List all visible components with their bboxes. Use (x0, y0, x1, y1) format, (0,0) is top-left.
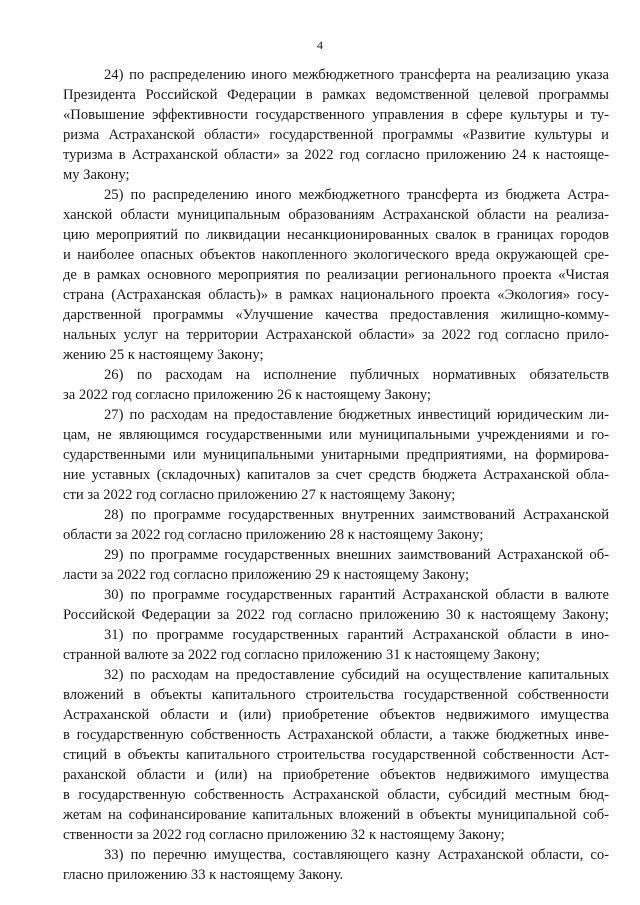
text-line: ственности за 2022 год согласно приложению 32 к настоящему Закону; (63, 827, 505, 843)
text-line: жетам на софинансирование капитальных вложений в объекты муниципальной соб- (63, 807, 609, 823)
text-line: за 2022 год согласно приложению 26 к настоящему Закону; (63, 387, 431, 403)
text-line: ние уставных (складочных) капиталов за счет средств бюджета Астраханской обла- (63, 467, 609, 483)
text-line: в государственную собственность Астраханской области, субсидий местным бюд- (63, 787, 609, 803)
text-line: странной валюте за 2022 год согласно приложению 31 к настоящему Закону; (63, 647, 540, 663)
text-line: вложений в объекты капитального строительства государственной собственности (63, 687, 609, 703)
text-line: жению 25 к настоящему Закону; (63, 347, 264, 363)
text-line: 27) по расходам на предоставление бюджетных инвестиций юридическим ли- (104, 407, 609, 423)
text-line: 28) по программе государственных внутренних заимствований Астраханской (104, 507, 609, 523)
page-number: 4 (317, 38, 323, 52)
text-line: страна (Астраханская область)» в рамках национального проекта «Экология» госу- (63, 287, 609, 303)
text-line: му Закону; (63, 167, 130, 183)
text-line: 32) по расходам на предоставление субсидий на осуществление капитальных (104, 667, 609, 683)
text-line: цам, не являющимся государственными или муниципальными учреждениями и го- (63, 427, 609, 443)
text-line: гласно приложению 33 к настоящему Закону. (63, 867, 344, 883)
text-line: сударственными или муниципальными унитарными предприятиями, на формирова- (63, 447, 609, 463)
text-line: стиций в объекты капитального строительства государственной собственности Аст- (63, 747, 609, 763)
text-line: нальных услуг на территории Астраханской области» за 2022 год согласно прило- (63, 327, 609, 343)
text-line: цию мероприятий по ликвидации несанкционированных свалок в границах городов (63, 227, 609, 243)
text-line: в государственную собственность Астраханской области, а также бюджетных инве- (63, 727, 609, 743)
text-line: Президента Российской Федерации в рамках ведомственной целевой программы (63, 87, 609, 103)
text-line: 33) по перечню имущества, составляющего казну Астраханской области, со- (104, 847, 609, 863)
text-line: 31) по программе государственных гарантий Астраханской области в ино- (104, 627, 609, 643)
text-line: де в рамках основного мероприятия по реализации регионального проекта «Чистая (63, 267, 609, 283)
text-line: 30) по программе государственных гарантий Астраханской области в валюте (104, 587, 609, 603)
text-line: Астраханской области и (или) приобретение объектов недвижимого имущества (63, 707, 609, 723)
text-line: ризма Астраханской области» государственной программы «Развитие культуры и (63, 127, 609, 143)
text-line: 25) по распределению иного межбюджетного трансферта из бюджета Астра- (104, 187, 609, 203)
text-line: ханской области муниципальным образованиям Астраханской области на реализа- (63, 207, 609, 223)
text-line: 26) по расходам на исполнение публичных нормативных обязательств (104, 367, 609, 383)
text-line: 24) по распределению иного межбюджетного трансферта на реализацию указа (104, 67, 609, 83)
text-line: области за 2022 год согласно приложению 28 к настоящему Закону; (63, 527, 484, 543)
text-line: 29) по программе государственных внешних заимствований Астраханской об- (104, 547, 609, 563)
text-line: «Повышение эффективности государственного управления в сфере культуры и ту- (63, 107, 609, 123)
text-line: сти за 2022 год согласно приложению 27 к настоящему Закону; (63, 487, 456, 503)
text-line: раханской области и (или) на приобретение объектов недвижимого имущества (63, 767, 609, 783)
text-line: и наиболее опасных объектов накопленного экологического вреда окружающей сре- (63, 247, 609, 263)
text-line: туризма в Астраханской области» за 2022 год согласно приложению 24 к настояще- (63, 147, 609, 163)
text-line: ласти за 2022 год согласно приложению 29 к настоящему Закону; (63, 567, 470, 583)
text-line: Российской Федерации за 2022 год согласно приложению 30 к настоящему Закону; (63, 607, 609, 623)
text-line: дарственной программы «Улучшение качества предоставления жилищно-комму- (63, 307, 609, 323)
